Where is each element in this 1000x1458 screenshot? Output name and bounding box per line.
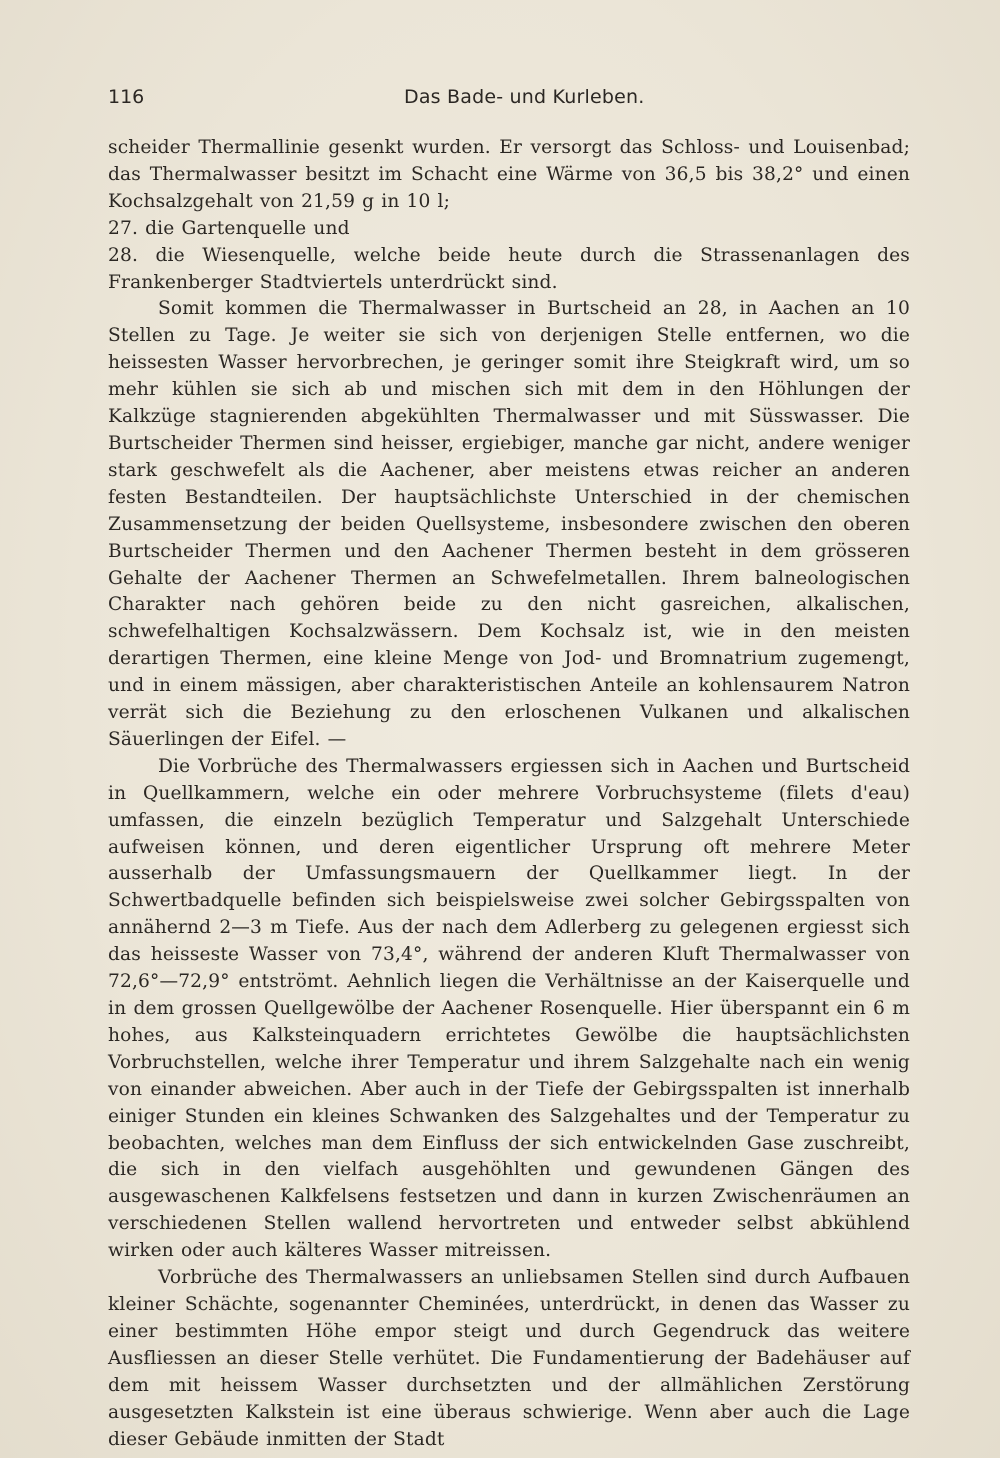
page-number: 116 xyxy=(108,86,145,108)
list-item-27: 27. die Gartenquelle und xyxy=(108,217,350,239)
text-body xyxy=(108,135,910,1453)
paragraph-continuation: scheider Thermallinie gesenkt wurden. Er versorgt das Schloss- und Louisenbad; das Thermalwasser besitzt im Schacht eine Wärme von 36,5 bis 38,2° und einen Kochsalzgehalt von 21,59 g in 10 l; xyxy=(108,137,910,212)
list-item-28: 28. die Wiesenquelle, welche beide heute durch die Strassenanlagen des Frankenberger Stadtviertels unterdrückt sind. xyxy=(108,244,910,293)
running-title: Das Bade- und Kurleben. xyxy=(404,86,645,108)
page-header xyxy=(108,86,910,116)
paragraph-spring-chambers: Die Vorbrüche des Thermalwassers ergiessen sich in Aachen und Burtscheid in Quellkammern, welche ein oder mehrere Vorbruchsysteme (filets d'eau) umfassen, die einzeln bezüglich Temperatur und Salzgehalt Unterschiede aufweisen können, und deren eigentlicher Ursprung oft mehrere Meter ausserhalb der Umfassungsmauern der Quellkammer liegt. In der Schwertbadquelle befinden sich beispielsweise zwei solcher Gebirgsspalten von annähernd 2—3 m Tiefe. Aus der nach dem Adlerberg zu gelegenen ergiesst sich das heisseste Wasser von 73,4°, während der anderen Kluft Thermalwasser von 72,6°—72,9° entströmt. Aehnlich liegen die Verhältnisse an der Kaiserquelle und in dem grossen Quellgewölbe der Aachener Rosenquelle. Hier überspannt ein 6 m hohes, aus Kalksteinquadern errichtetes Gewölbe die hauptsächlichsten Vorbruchstellen, welche ihrer Temperatur und ihrem Salzgehalte nach ein wenig von einander abweichen. Aber auch in der Tiefe der Gebirgsspalten ist innerhalb einiger Stunden ein kleines Schwanken des Salzgehaltes und der Temperatur zu beobachten, welches man dem Einfluss der sich entwickelnden Gase zuschreibt, die sich in den vielfach ausgehöhlten und gewundenen Gängen des ausgewaschenen Kalkfelsens festsetzen und dann in kurzen Zwischenräumen an verschiedenen Stellen wallend hervortreten und entweder selbst abkühlend wirken oder auch kälteres Wasser mitreissen. xyxy=(108,755,910,1262)
paragraph-foundations: Vorbrüche des Thermalwassers an unliebsamen Stellen sind durch Aufbauen kleiner Schächte, sogenannter Cheminées, unterdrückt, in denen das Wasser zu einer bestimmten Höhe empor steigt und durch Gegendruck das weitere Ausfliessen an dieser Stelle verhütet. Die Fundamentierung der Badehäuser auf dem mit heissem Wasser durchsetzten und der allmählichen Zerstörung ausgesetzten Kalkstein ist eine überaus schwierige. Wenn aber auch die Lage dieser Gebäude inmitten der Stadt xyxy=(108,1267,910,1450)
paragraph-thermal-comparison: Somit kommen die Thermalwasser in Burtscheid an 28, in Aachen an 10 Stellen zu Tage. Je weiter sie sich von derjenigen Stelle entfernen, wo die heissesten Wasser hervorbrechen, je geringer somit ihre Steigkraft wird, um so mehr kühlen sie sich ab und mischen sich mit dem in den Höhlungen der Kalkzüge stagnierenden abgekühlten Thermalwasser und mit Süsswasser. Die Burtscheider Thermen sind heisser, ergiebiger, manche gar nicht, andere weniger stark geschwefelt als die Aachener, aber meistens etwas reicher an anderen festen Bestandteilen. Der hauptsächlichste Unterschied in der chemischen Zusammensetzung der beiden Quellsysteme, insbesondere zwischen den oberen Burtscheider Thermen und den Aachener Thermen besteht in dem grösseren Gehalte der Aachener Thermen an Schwefelmetallen. Ihrem balneologischen Charakter nach gehören beide zu den nicht gasreichen, alkalischen, schwefelhaltigen Kochsalzwässern. Dem Kochsalz ist, wie in den meisten derartigen Thermen, eine kleine Menge von Jod- und Bromnatrium zugemengt, und in einem mässigen, aber charakteristischen Anteile an kohlensaurem Natron verrät sich die Beziehung zu den erloschenen Vulkanen und alkalischen Säuerlingen der Eifel. — xyxy=(108,298,910,750)
